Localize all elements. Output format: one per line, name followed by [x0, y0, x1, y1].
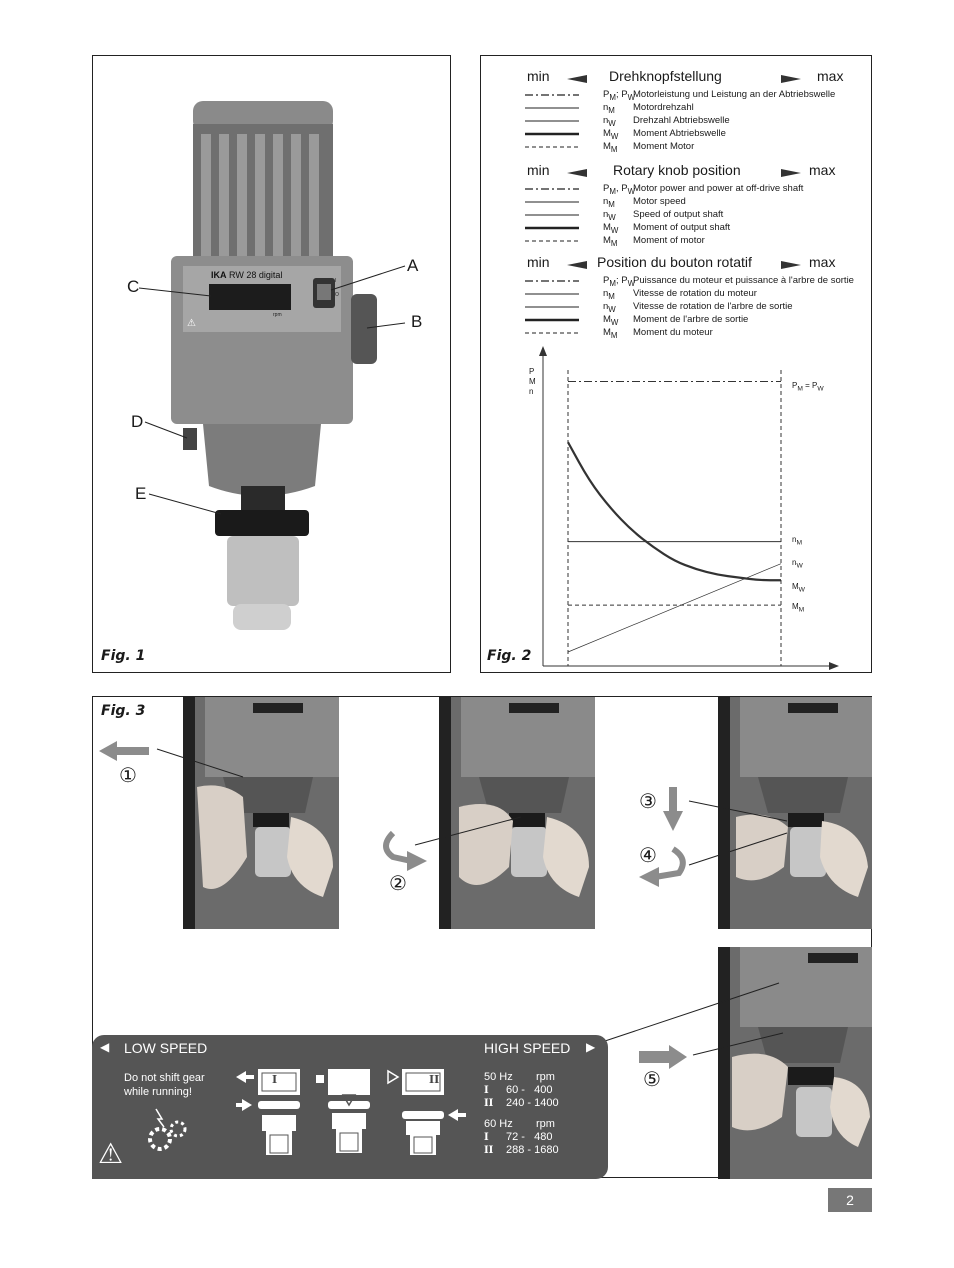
legend-symbol: $n_M$ — [603, 102, 615, 115]
display-warning-icon: ⚠ — [187, 318, 196, 329]
gear-shift-panel — [92, 1035, 608, 1179]
warning-triangle-icon: ⚠ — [98, 1138, 124, 1169]
switch-off-label: O — [335, 292, 339, 298]
legend-0-line-2 — [525, 114, 585, 127]
rpm-range: 288 - 1680 — [506, 1144, 559, 1156]
step5-arrow-right — [639, 1045, 687, 1069]
callout-c: C — [127, 277, 140, 296]
legend-symbol: $n_W$ — [603, 115, 616, 128]
label-nw: $n_W$ — [792, 558, 803, 570]
legend-symbol: $M_M$ — [603, 141, 618, 154]
rpm-range: 240 - 1400 — [506, 1097, 559, 1109]
legend-text: Vitesse de rotation de l'arbre de sortie — [633, 301, 793, 312]
legend-0-line-1 — [525, 101, 585, 114]
legend-2-max: max — [809, 254, 836, 270]
step2-rotate-arrowhead — [407, 851, 427, 871]
ylabel-m: M — [529, 377, 536, 386]
legend-symbol: $M_M$ — [603, 327, 618, 340]
label-pm-pw: $P_M = P_W$ — [792, 381, 824, 393]
legend-1-title: Rotary knob position — [613, 162, 741, 178]
legend-1-arrows — [481, 164, 871, 184]
warning-text-2: while running! — [124, 1086, 192, 1098]
step1-arrow-left — [99, 741, 149, 761]
legend-1-line-4 — [525, 234, 585, 247]
step4-leader — [689, 833, 787, 865]
step2-number: ② — [389, 871, 407, 895]
rpm-range: 72 - 480 — [506, 1131, 553, 1143]
legend-2-line-3 — [525, 313, 585, 326]
rpm-gear: II — [484, 1098, 494, 1109]
legend-1-line-1 — [525, 195, 585, 208]
rpm-row — [484, 1084, 552, 1096]
fig1-label: Fig. 1 — [101, 648, 146, 664]
label-mw: $M_W$ — [792, 582, 805, 594]
step1-number: ① — [119, 763, 137, 787]
legend-text: Motorleistung und Leistung an der Abtriebswelle — [633, 89, 836, 100]
fig3-label: Fig. 3 — [101, 703, 146, 719]
rpm-frequency: 50 Hz — [484, 1071, 513, 1083]
rpm-gear: I — [484, 1132, 489, 1143]
display-brand-label: IKA RW 28 digital — [211, 270, 283, 280]
high-speed-label: HIGH SPEED — [484, 1040, 571, 1056]
callout-e: E — [135, 484, 147, 503]
step3-number: ③ — [639, 789, 657, 813]
rpm-row — [484, 1144, 559, 1156]
legend-2-line-0 — [525, 274, 585, 287]
step3-down-shaft — [669, 787, 677, 811]
rpm-gear: I — [484, 1085, 489, 1096]
rpm-gear: II — [484, 1145, 494, 1156]
legend-symbol: $M_W$ — [603, 128, 619, 141]
rpm-unit: rpm — [536, 1071, 555, 1083]
legend-text: Puissance du moteur et puissance à l'arbre de sortie — [633, 275, 854, 286]
legend-symbol: $P_M$; $P_W$ — [603, 89, 636, 102]
legend-text: Speed of output shaft — [633, 209, 724, 220]
legend-text: Drehzahl Abtriebswelle — [633, 115, 730, 126]
fig1-frame — [92, 55, 451, 673]
callout-leader-lines — [93, 56, 450, 672]
step4-number: ④ — [639, 843, 657, 867]
rpm-block-header — [484, 1118, 560, 1130]
panel-leader — [605, 983, 779, 1041]
legend-2-arrows — [481, 256, 871, 276]
legend-symbol: $P_M$; $P_W$ — [603, 275, 636, 288]
rpm-frequency: 60 Hz — [484, 1118, 513, 1130]
legend-1-line-0 — [525, 182, 585, 195]
legend-1-line-2 — [525, 208, 585, 221]
rpm-range: 60 - 400 — [506, 1084, 553, 1096]
fig2-chart — [481, 344, 871, 674]
y-axis-arrow — [539, 346, 547, 356]
legend-0-line-3 — [525, 127, 585, 140]
step5-leader — [693, 1033, 783, 1055]
step3-down-head — [663, 811, 683, 831]
step1-leader — [157, 749, 243, 777]
ylabel-n: n — [529, 387, 534, 396]
gears-icon — [142, 1107, 202, 1157]
legend-symbol: $M_W$ — [603, 222, 619, 235]
legend-2-line-1 — [525, 287, 585, 300]
gear2-label: II — [429, 1073, 440, 1086]
fig2-frame — [480, 55, 872, 673]
legend-text: Moment du moteur — [633, 327, 713, 338]
legend-0-line-0 — [525, 88, 585, 101]
legend-text: Vitesse de rotation du moteur — [633, 288, 757, 299]
legend-1-min: min — [527, 162, 550, 178]
switch-on-label: I — [335, 278, 337, 284]
callout-d: D — [131, 412, 144, 431]
label-nm: $n_M$ — [792, 535, 802, 547]
warning-text-1: Do not shift gear — [124, 1072, 205, 1084]
legend-text: Moment of output shaft — [633, 222, 731, 233]
callout-b: B — [411, 312, 423, 331]
rpm-block-header — [484, 1071, 560, 1083]
high-speed-arrow-icon: ▶ — [586, 1040, 596, 1054]
step4-rotate-arrow — [655, 849, 683, 877]
legend-text: Motordrehzahl — [633, 102, 694, 113]
legend-symbol: $M_M$ — [603, 235, 618, 248]
legend-2-min: min — [527, 254, 550, 270]
legend-symbol: $n_M$ — [603, 288, 615, 301]
legend-0-line-4 — [525, 140, 585, 153]
legend-0-arrows — [481, 70, 871, 90]
step5-number: ⑤ — [643, 1067, 661, 1091]
legend-1-line-3 — [525, 221, 585, 234]
step4-rotate-arrowhead — [639, 867, 659, 887]
legend-symbol: $n_W$ — [603, 301, 616, 314]
legend-symbol: $M_W$ — [603, 314, 619, 327]
low-speed-arrow-icon: ◀ — [100, 1040, 110, 1054]
legend-2-line-2 — [525, 300, 585, 313]
legend-symbol: $P_M$, $P_W$ — [603, 183, 636, 196]
label-mm: $M_M$ — [792, 602, 805, 614]
legend-symbol: $n_W$ — [603, 209, 616, 222]
legend-text: Moment Abtriebswelle — [633, 128, 726, 139]
rpm-row — [484, 1131, 552, 1143]
gear1-label: I — [272, 1073, 278, 1086]
ylabel-p: P — [529, 367, 535, 376]
fig2-label: Fig. 2 — [487, 648, 532, 664]
legend-1-max: max — [809, 162, 836, 178]
series-line-mw — [568, 442, 781, 580]
legend-text: Motor power and power at off-drive shaft — [633, 183, 804, 194]
legend-2-title: Position du bouton rotatif — [597, 254, 752, 270]
legend-symbol: $n_M$ — [603, 196, 615, 209]
page-number: 2 — [828, 1188, 872, 1212]
low-speed-label: LOW SPEED — [124, 1040, 208, 1056]
display-unit-label: rpm — [273, 312, 282, 318]
legend-2-line-4 — [525, 326, 585, 339]
legend-text: Motor speed — [633, 196, 686, 207]
legend-0-min: min — [527, 68, 550, 84]
step2-leader — [415, 817, 521, 845]
legend-text: Moment of motor — [633, 235, 705, 246]
rpm-row — [484, 1097, 559, 1109]
series-line-nw — [568, 564, 781, 652]
legend-text: Moment Motor — [633, 141, 695, 152]
legend-0-max: max — [817, 68, 844, 84]
step3-leader — [689, 801, 787, 821]
rpm-unit: rpm — [536, 1118, 555, 1130]
x-axis-arrow — [829, 662, 839, 670]
callout-a: A — [407, 256, 419, 275]
fig3-frame — [92, 696, 872, 1178]
legend-0-title: Drehknopfstellung — [609, 68, 722, 84]
legend-text: Moment de l'arbre de sortie — [633, 314, 749, 325]
